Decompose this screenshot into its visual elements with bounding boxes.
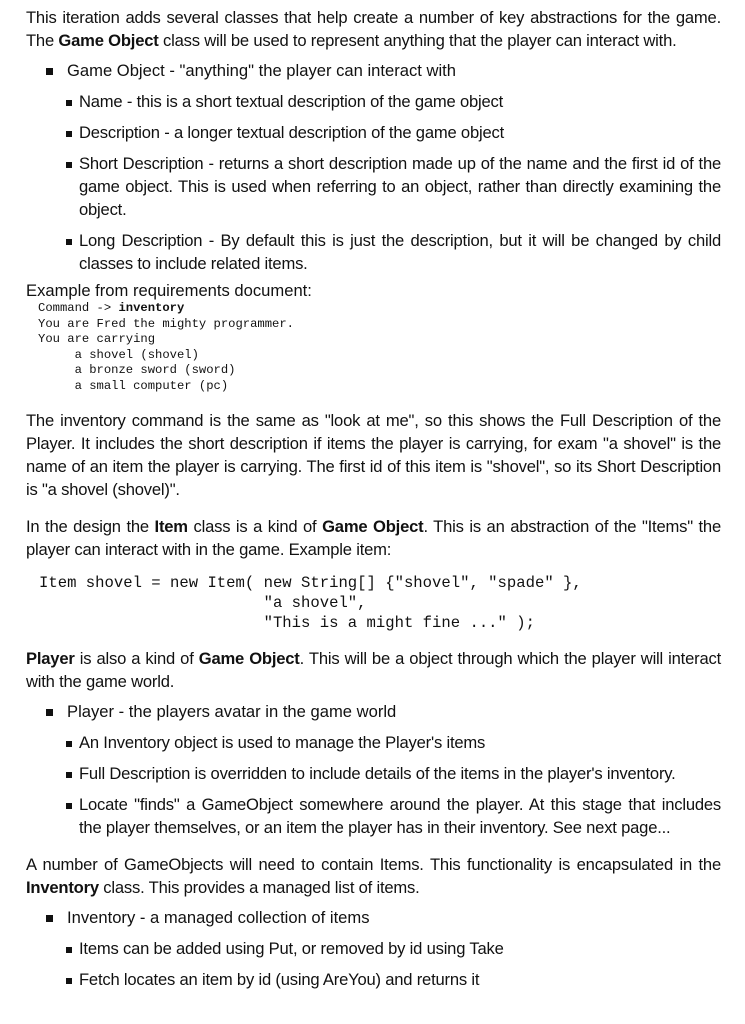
game-object-bullet: Game Object - "anything" the player can interact with [26, 59, 721, 82]
terminal-output: You are Fred the mighty programmer. You are carrying a shovel (shovel) a bronze sword (sword) a small computer (pc) [38, 316, 294, 393]
list-item: Locate "finds" a GameObject somewhere around the player. At this stage that includes the player themselves, or an item the player has in their inventory. See next page... [26, 793, 721, 839]
list-item: Fetch locates an item by id (using AreYou) and returns it [26, 968, 721, 991]
command-text: inventory [118, 301, 185, 315]
game-object-list [26, 59, 721, 275]
player-paragraph: Player is also a kind of Game Object. This will be a object through which the player will interact with the game world. [26, 648, 721, 691]
intro-paragraph: This iteration adds several classes that help create a number of key abstractions for the game. The Game Object class will be used to represent anything that the player can interact with. [26, 8, 721, 50]
list-item: Description - a longer textual description of the game object [26, 121, 721, 144]
inventory-list [26, 906, 721, 991]
list-item: Short Description - returns a short description made up of the name and the first id of the game object. This is used when referring to an object, rather than directly examining the object. [26, 152, 721, 221]
list-item: An Inventory object is used to manage the Player's items [26, 731, 721, 754]
item-paragraph: In the design the Item class is a kind of Game Object. This is an abstraction of the "Items" the player can interact with in the game. Example item: [26, 516, 721, 559]
list-item: Long Description - By default this is just the description, but it will be changed by child classes to include related items. [26, 229, 721, 275]
player-bullet: Player - the players avatar in the game world [26, 700, 721, 723]
game-object-term: Game Object [58, 31, 159, 50]
list-item: Items can be added using Put, or removed by id using Take [26, 937, 721, 960]
list-item: Name - this is a short textual description of the game object [26, 90, 721, 113]
player-list [26, 700, 721, 839]
inventory-bullet: Inventory - a managed collection of items [26, 906, 721, 929]
example-heading: Example from requirements document: [26, 281, 312, 300]
terminal-example: Command -> inventory You are Fred the mighty programmer. You are carrying a shovel (shovel) a bronze sword (sword) a small computer (pc) [38, 301, 294, 393]
inventory-paragraph: A number of GameObjects will need to contain Items. This functionality is encapsulated in the Inventory class. This provides a managed list of items. [26, 854, 721, 897]
list-item: Full Description is overridden to include details of the items in the player's inventory. [26, 762, 721, 785]
code-example: Item shovel = new Item( new String[] {"shovel", "spade" }, "a shovel", "This is a might fine ..." ); [39, 573, 582, 632]
inventory-explanation: The inventory command is the same as "look at me", so this shows the Full Description of the Player. It includes the short description if items the player is carrying, for exam "a shovel" is the name of an item the player is carrying. The first id of this item is "shovel", so its Short Description is "a shovel (shovel)". [26, 410, 721, 499]
